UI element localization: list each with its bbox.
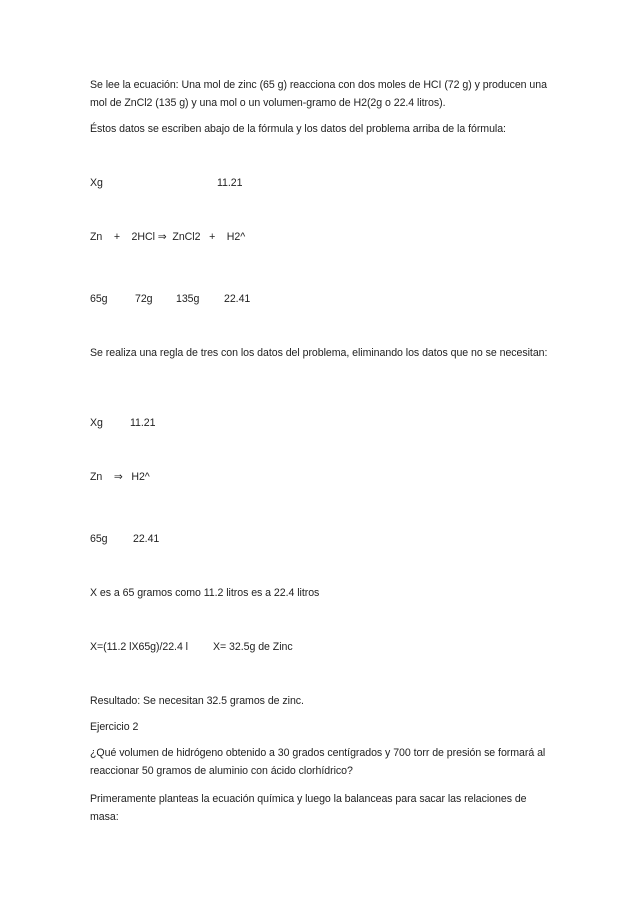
paragraph-result: Resultado: Se necesitan 32.5 gramos de zinc. [90, 695, 304, 707]
paragraph-exercise-question: ¿Qué volumen de hidrógeno obtenido a 30 grados centígrados y 700 torr de presión se formará al reaccionar 50 gramos de aluminio con ácido clorhídrico? [90, 747, 546, 777]
paragraph-intro: Se lee la ecuación: Una mol de zinc (65 g) reacciona con dos moles de HCI (72 g) y producen una mol de ZnCl2 (135 g) y una mol o un volumen-gramo de H2(2g o 22.4 litros). [90, 79, 547, 109]
data-row-bottom [90, 290, 550, 308]
data-row-simplified-bottom [90, 530, 550, 548]
paragraph-data-placement: Éstos datos se escriben abajo de la fórmula y los datos del problema arriba de la fórmula: [90, 123, 506, 135]
calculation-result: X= 32.5g de Zinc [213, 641, 293, 653]
data-65g-2: 65g [90, 533, 108, 545]
data-65g: 65g [90, 293, 108, 305]
data-11-21-2: 11.21 [130, 417, 156, 429]
simplified-equation: Zn ⇒ H2^ [90, 471, 150, 483]
data-72g: 72g [135, 293, 153, 305]
paragraph-rule-of-three: Se realiza una regla de tres con los datos del problema, eliminando los datos que no se necesitan: [90, 347, 548, 359]
paragraph-instructions: Primeramente planteas la ecuación química y luego la balanceas para sacar las relaciones de masa: [90, 793, 527, 823]
data-row-simplified-top [90, 414, 550, 432]
chemical-equation: Zn + 2HCl ⇒ ZnCl2 + H2^ [90, 231, 246, 243]
data-11-21: 11.21 [217, 177, 243, 189]
data-row-top [90, 174, 550, 192]
calculation-row [90, 638, 550, 656]
data-22-41: 22.41 [224, 293, 251, 305]
data-22-41-2: 22.41 [133, 533, 160, 545]
calculation-formula: X=(11.2 lX65g)/22.4 l [90, 641, 188, 653]
data-135g: 135g [176, 293, 200, 305]
data-xg-2: Xg [90, 417, 103, 429]
exercise-heading: Ejercicio 2 [90, 721, 139, 733]
data-xg: Xg [90, 177, 103, 189]
paragraph-proportion: X es a 65 gramos como 11.2 litros es a 22.4 litros [90, 587, 320, 599]
